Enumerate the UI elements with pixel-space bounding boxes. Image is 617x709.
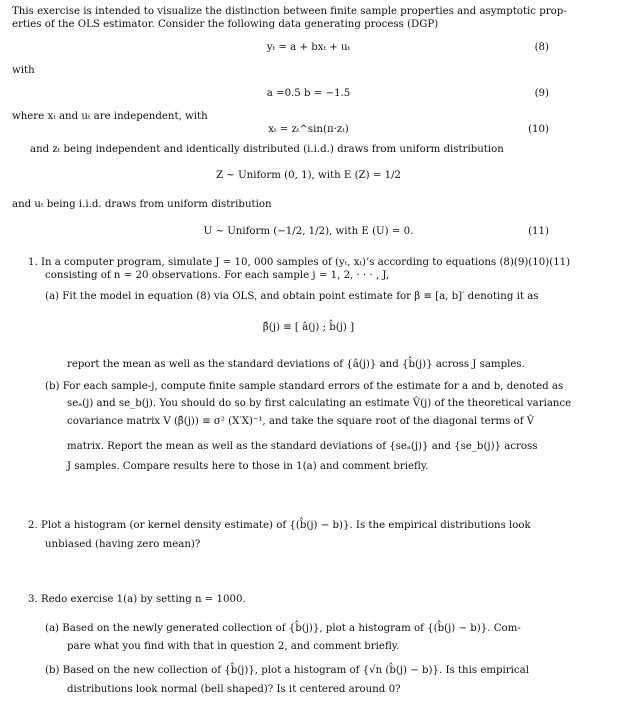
q3b-line-2: distributions look normal (bell shaped)? Is it centered around 0? (67, 684, 401, 695)
beta-hat-equation: β̂(j) ≡ [ â(j) ; b̂(j) ] (262, 322, 355, 333)
intro-line-2: erties of the OLS estimator. Consider the following data generating process (DGP) (12, 19, 439, 30)
equation-10: xₜ = zₜ^sin(π·zₜ) (268, 124, 349, 135)
where-line: where xₜ and uₜ are independent, with (12, 111, 208, 122)
equation-11: U ~ Uniform (−1/2, 1/2), with E (U) = 0. (203, 226, 414, 237)
q3b-line-1: (b) Based on the new collection of {b̂(j)}, plot a histogram of {√n (b̂(j) − b)}. Is this empirical (45, 665, 529, 676)
q3-line-1: 3. Redo exercise 1(a) by setting n = 1000. (28, 594, 246, 605)
equation-11-number: (11) (528, 226, 549, 237)
q1b-line-5: J samples. Compare results here to those in 1(a) and comment briefly. (67, 461, 429, 472)
q1-line-1: 1. In a computer program, simulate J = 10, 000 samples of (yₜ, xₜ)’s according to equations (8)(9)(10)(11) (28, 257, 571, 268)
q3a-line-1: (a) Based on the newly generated collection of {b̂(j)}, plot a histogram of {(b̂(j) − b)}. Com- (45, 623, 521, 634)
q3a-line-2: pare what you find with that in question 2, and comment briefly. (67, 641, 400, 652)
u-description: and uₜ being i.i.d. draws from uniform distribution (12, 199, 272, 210)
equation-10-number: (10) (528, 124, 549, 135)
equation-8-number: (8) (534, 42, 549, 53)
q1b-line-2: seₐ(j) and se_b(j). You should do so by first calculating an estimate V̂(j) of the theoretical variance (67, 398, 572, 409)
q1-line-2: consisting of n = 20 observations. For each sample j = 1, 2, · · · , J, (45, 270, 390, 281)
q1b-line-1: (b) For each sample-j, compute finite sample standard errors of the estimate for a and b, denoted as (45, 381, 564, 392)
z-description: and zₜ being independent and identically distributed (i.i.d.) draws from uniform distribution (30, 144, 504, 155)
equation-9-number: (9) (534, 88, 549, 99)
equation-9: a =0.5 b = −1.5 (266, 88, 351, 99)
q1a-line-1: (a) Fit the model in equation (8) via OLS, and obtain point estimate for β ≡ [a, b]′ denoting it as (45, 291, 539, 302)
q2-line-1: 2. Plot a histogram (or kernel density estimate) of {(b̂(j) − b)}. Is the empirical distributions look (28, 520, 531, 531)
q1a-line-2: report the mean as well as the standard deviations of {â(j)} and {b̂(j)} across J samples. (67, 359, 525, 370)
intro-line-1: This exercise is intended to visualize the distinction between finite sample properties and asymptotic prop- (12, 6, 567, 17)
q2-line-2: unbiased (having zero mean)? (45, 539, 201, 550)
equation-8: yₜ = a + bxₜ + uₜ (266, 42, 351, 53)
q1b-line-3: covariance matrix V (β̂(j)) ≡ σ² (X′X)⁻¹, and take the square root of the diagonal terms of V̂ (67, 416, 535, 427)
with-label: with (12, 65, 35, 76)
q1b-line-4: matrix. Report the mean as well as the standard deviations of {seₐ(j)} and {se_b(j)} across (67, 441, 538, 452)
z-distribution: Z ~ Uniform (0, 1), with E (Z) = 1/2 (215, 170, 402, 181)
